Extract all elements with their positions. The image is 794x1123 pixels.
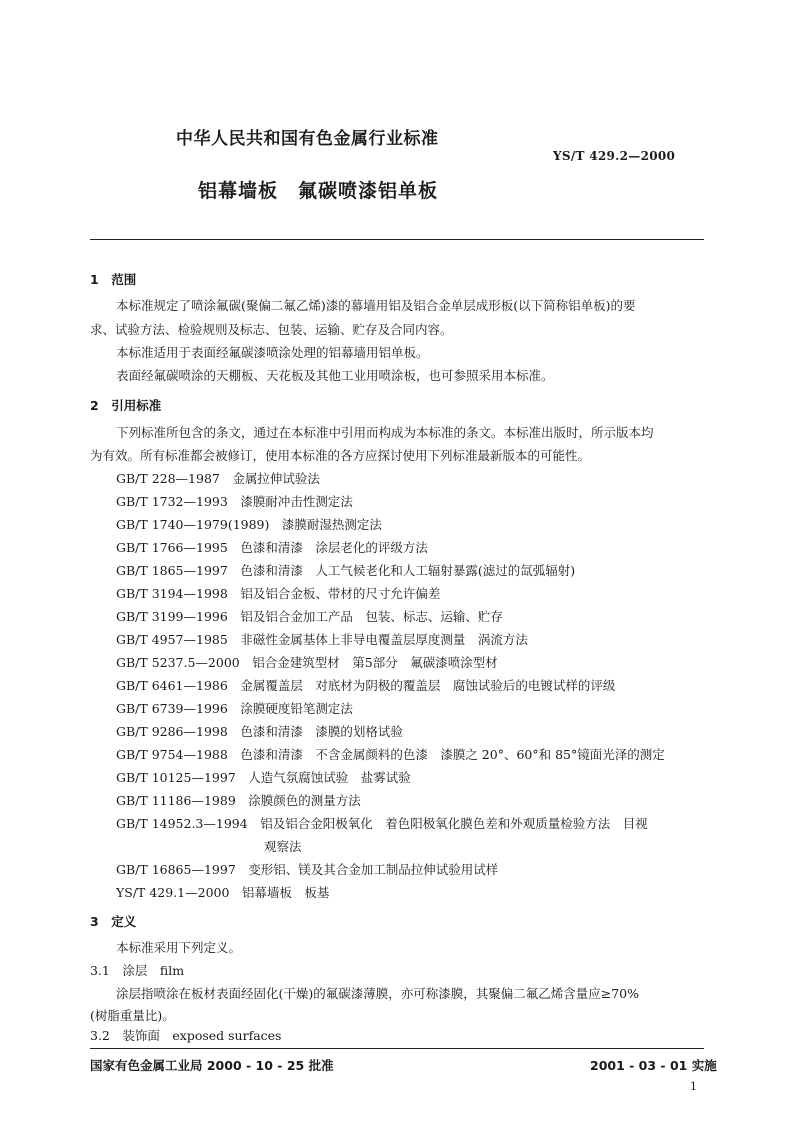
section-1-para-2: 本标准适用于表面经氟碳漆喷涂处理的铝幕墙用铝单板。 — [116, 345, 429, 360]
definition-3-1-line-1: 涂层指喷涂在板材表面经固化(干燥)的氟碳漆薄膜，亦可称漆膜，其聚偏二氟乙烯含量应≥70% — [116, 986, 640, 1001]
reference-item: GB/T 16865—1997 变形铝、镁及其合金加工制品拉伸试验用试样 — [116, 862, 499, 877]
header-rule — [90, 239, 704, 240]
standard-number: YS/T 429.2—2000 — [553, 149, 676, 163]
reference-item: YS/T 429.1—2000 铝幕墙板 板基 — [116, 885, 330, 900]
reference-item: GB/T 1766—1995 色漆和清漆 涂层老化的评级方法 — [116, 540, 428, 555]
definition-3-1-heading: 3.1 涂层 film — [90, 963, 185, 978]
reference-item: GB/T 6461—1986 金属覆盖层 对底材为阴极的覆盖层 腐蚀试验后的电镀试样的评级 — [116, 678, 616, 693]
reference-item: GB/T 3199—1996 铝及铝合金加工产品 包装、标志、运输、贮存 — [116, 609, 503, 624]
reference-item: GB/T 9286—1998 色漆和清漆 漆膜的划格试验 — [116, 724, 403, 739]
reference-item: GB/T 10125—1997 人造气氛腐蚀试验 盐雾试验 — [116, 770, 411, 785]
section-2-heading: 2 引用标准 — [90, 398, 162, 413]
section-2-intro-line-2: 为有效。所有标准都会被修订，使用本标准的各方应探讨使用下列标准最新版本的可能性。 — [90, 448, 591, 463]
page-number: 1 — [690, 1080, 697, 1093]
reference-item: GB/T 14952.3—1994 铝及铝合金阳极氧化 着色阳极氧化膜色差和外观质量检验方法 目视 — [116, 816, 648, 831]
reference-item: GB/T 4957—1985 非磁性金属基体上非导电覆盖层厚度测量 涡流方法 — [116, 632, 528, 647]
section-1-para-1-line-2: 求、试验方法、检验规则及标志、包装、运输、贮存及合同内容。 — [90, 322, 453, 337]
reference-item: GB/T 1740—1979(1989) 漆膜耐湿热测定法 — [116, 517, 382, 532]
section-1-para-3: 表面经氟碳喷涂的天棚板、天花板及其他工业用喷涂板，也可参照采用本标准。 — [116, 368, 554, 383]
approval-statement: 国家有色金属工业局 2000 - 10 - 25 批准 — [90, 1058, 334, 1073]
reference-item: GB/T 3194—1998 铝及铝合金板、带材的尺寸允许偏差 — [116, 586, 441, 601]
reference-item-continuation: 观察法 — [264, 839, 302, 854]
definition-3-2-heading: 3.2 装饰面 exposed surfaces — [90, 1028, 282, 1043]
footer-rule — [90, 1048, 704, 1049]
section-1-para-1-line-1: 本标准规定了喷涂氟碳(聚偏二氟乙烯)漆的幕墙用铝及铝合金单层成形板(以下简称铝单板)的要 — [116, 298, 636, 313]
document-title: 铝幕墙板 氟碳喷漆铝单板 — [198, 180, 439, 202]
definition-3-1-line-2: (树脂重量比)。 — [90, 1008, 175, 1023]
issuing-category: 中华人民共和国有色金属行业标准 — [176, 129, 439, 149]
section-1-heading: 1 范围 — [90, 272, 137, 287]
reference-item: GB/T 11186—1989 涂膜颜色的测量方法 — [116, 793, 361, 808]
reference-item: GB/T 1865—1997 色漆和清漆 人工气候老化和人工辐射暴露(滤过的氙弧辐射) — [116, 563, 576, 578]
reference-item: GB/T 5237.5—2000 铝合金建筑型材 第5部分 氟碳漆喷涂型材 — [116, 655, 498, 670]
section-3-intro: 本标准采用下列定义。 — [116, 940, 242, 955]
section-3-heading: 3 定义 — [90, 914, 137, 929]
reference-item: GB/T 9754—1988 色漆和清漆 不含金属颜料的色漆 漆膜之 20°、60°和 85°镜面光泽的测定 — [116, 747, 665, 762]
reference-item: GB/T 1732—1993 漆膜耐冲击性测定法 — [116, 494, 353, 509]
section-2-intro-line-1: 下列标准所包含的条文，通过在本标准中引用而构成为本标准的条文。本标准出版时，所示版本均 — [116, 425, 654, 440]
effective-date: 2001 - 03 - 01 实施 — [590, 1058, 717, 1073]
reference-item: GB/T 6739—1996 涂膜硬度铅笔测定法 — [116, 701, 353, 716]
reference-item: GB/T 228—1987 金属拉伸试验法 — [116, 471, 320, 486]
